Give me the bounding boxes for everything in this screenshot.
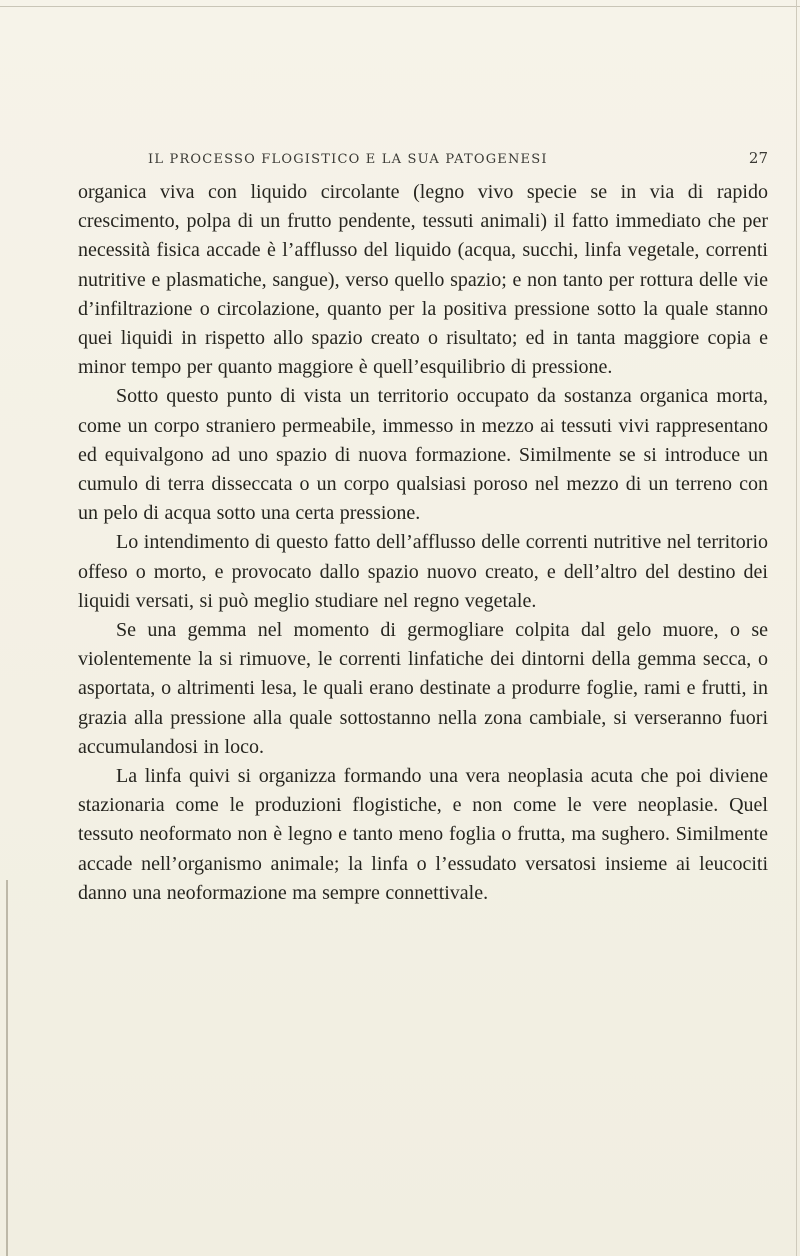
body-text — [78, 178, 768, 908]
running-head — [148, 149, 768, 167]
paragraph-4: Se una gemma nel momento di germogliare colpita dal gelo muore, o se violentemente la si rimuove, le correnti linfatiche dei dintorni della gemma secca, o asportata, o altrimenti lesa, le quali erano destinate a produrre foglie, rami e frutti, in grazia alla pressione alla quale sottostanno nella zona cambiale, si verseranno fuori accumulandosi in loco. — [78, 619, 768, 758]
page-edge-left — [6, 880, 8, 1256]
page-edge-right — [796, 0, 797, 1256]
paragraph-1: organica viva con liquido circolante (legno vivo specie se in via di rapido crescimento, polpa di un frutto pendente, tessuti animali) il fatto immediato che per necessità fisica accade è l’afflusso del liquido (acqua, succhi, linfa vegetale, correnti nutritive e plasmatiche, sangue), verso quello spazio; e non tanto per rottura delle vie d’infiltrazione o circolazione, quanto per la positiva pressione sotto la quale stanno quei liquidi in rispetto allo spazio creato o risultato; ed in tanta maggiore copia e minor tempo per quanto maggiore è quell’esquilibrio di pressione. — [78, 181, 768, 379]
running-title: IL PROCESSO FLOGISTICO E LA SUA PATOGENESI — [148, 152, 548, 167]
page-edge-top — [0, 6, 800, 7]
page-number: 27 — [748, 149, 768, 167]
paragraph-3: Lo intendimento di questo fatto dell’afflusso delle correnti nutritive nel territorio offeso o morto, e provocato dallo spazio nuovo creato, e dell’altro del destino dei liquidi versati, si può meglio studiare nel regno vegetale. — [78, 531, 768, 612]
paragraph-5: La linfa quivi si organizza formando una vera neoplasia acuta che poi diviene stazionaria come le produzioni flogistiche, e non come le vere neoplasie. Quel tessuto neoformato non è legno e tanto meno foglia o frutta, ma sughero. Similmente accade nell’organismo animale; la linfa o l’essudato versatosi insieme ai leucociti danno una neoformazione ma sempre connettivale. — [78, 765, 768, 904]
paragraph-2: Sotto questo punto di vista un territorio occupato da sostanza organica morta, come un corpo straniero permeabile, immesso in mezzo ai tessuti vivi rappresentano ed equivalgono ad uno spazio di nuova formazione. Similmente se si introduce un cumulo di terra disseccata o un corpo qualsiasi poroso nel mezzo di un terreno con un pelo di acqua sotto una certa pressione. — [78, 385, 768, 525]
